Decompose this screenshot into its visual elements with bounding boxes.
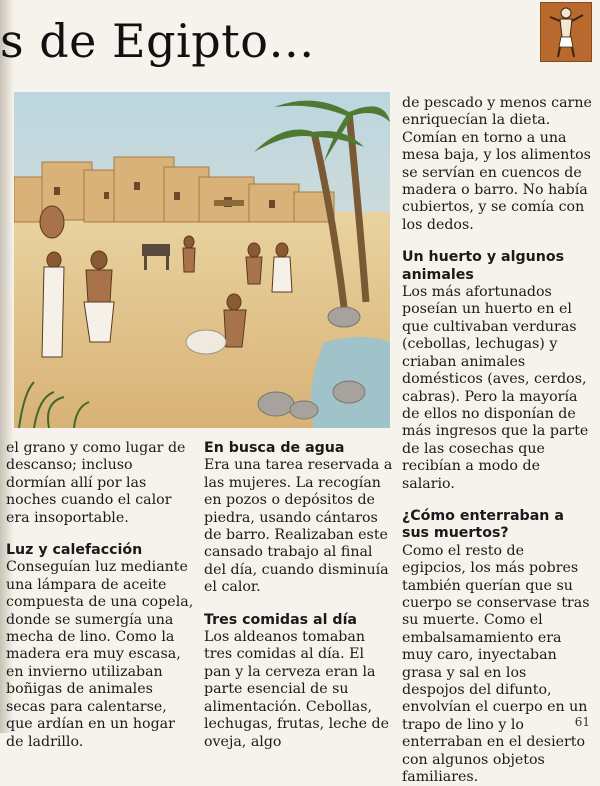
text-column-3: [402, 95, 592, 786]
text-column-1: [6, 440, 196, 751]
column3-intro: de pescado y menos carne enriquecían la dieta. Comían en torno a una mesa baja, y los alimentos se servían en cuencos de madera o barro. No había cubiertos, y se comía con los dedos.: [402, 95, 592, 233]
text-luz-calefaccion: Conseguían luz mediante una lámpara de aceite compuesta de una copela, donde se sumergía una mecha de lino. Como la madera era muy escasa, en invierno utilizaban boñigas de animales secas para calentarse, que ardían en un hogar de ladrillo.: [6, 559, 194, 750]
village-illustration: [14, 92, 390, 428]
heading-luz-calefaccion: Luz y calefacción: [6, 542, 143, 559]
column1-intro: el grano y como lugar de descanso; incluso dormían allí por las noches cuando el calor era insoportable.: [6, 440, 186, 526]
heading-busca-agua: En busca de agua: [204, 440, 345, 456]
heading-como-enterraban: ¿Cómo enterraban a sus muertos?: [402, 507, 564, 542]
page-number: 61: [574, 715, 590, 729]
text-busca-agua: Era una tarea reservada a las mujeres. La recogían en pozos o depósitos de piedra, usando cántaros de barro. Realizaban este cansado trabajo al final del día, cuando disminuía el calor.: [204, 457, 393, 596]
text-column-2: [204, 440, 394, 751]
page-title: s de Egipto…: [0, 14, 315, 68]
text-como-enterraban: Como el resto de egipcios, los más pobres también querían que su cuerpo se conservase tras su muerte. Como el embalsamamiento era muy caro, inyectaban grasa y sal en los despojos del difunto, envolvían el cuerpo en un trapo de lino y lo enterraban en el desierto con algunos objetos familiares.: [402, 542, 590, 786]
heading-huerto-animales: Un huerto y algunos animales: [402, 249, 565, 283]
text-tres-comidas: Los aldeanos tomaban tres comidas al día. El pan y la cerveza eran la parte esencial de su alimentación. Cebollas, lechugas, frutas, leche de oveja, algo: [204, 629, 390, 750]
text-huerto-animales: Los más afortunados poseían un huerto en el que cultivaban verduras (cebollas, lechugas) y criaban animales domésticos (aves, cerdos, cabras). Pero la mayoría de ellos no disponían de más ingresos que la parte de las cosechas que recibían a modo de salario.: [402, 284, 589, 492]
egyptian-figure-icon: [541, 3, 591, 61]
heading-tres-comidas: Tres comidas al día: [204, 611, 358, 628]
egyptian-figure-logo: [540, 2, 592, 62]
